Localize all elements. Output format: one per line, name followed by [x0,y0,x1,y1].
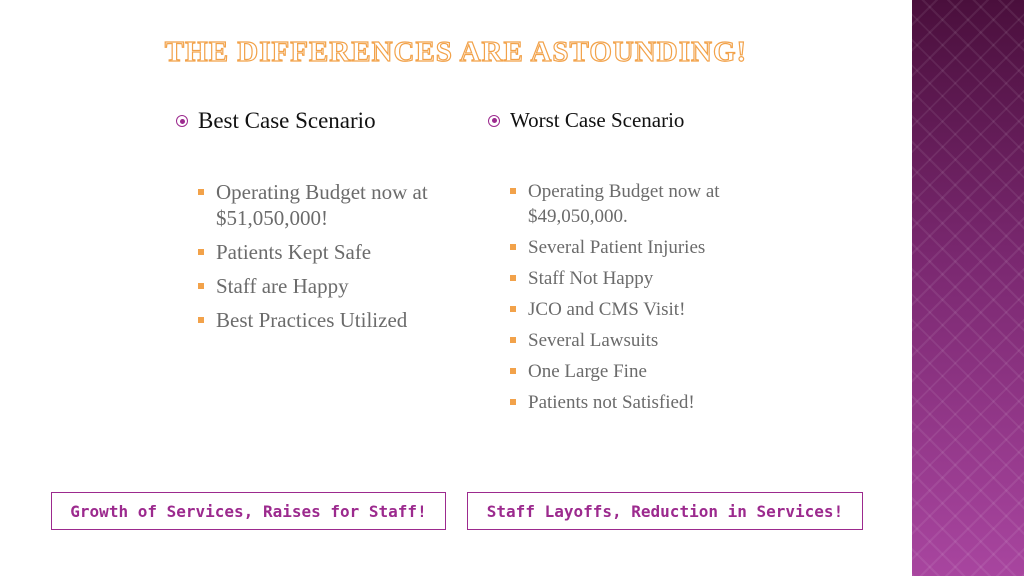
worst-case-column [488,108,788,421]
best-case-list [198,179,446,333]
square-bullet-icon [510,306,516,312]
list-item-text: Several Lawsuits [528,330,659,351]
square-bullet-icon [198,317,204,323]
circle-bullet-icon [488,115,500,127]
list-item-text: Patients Kept Safe [216,240,372,264]
list-item [510,328,788,353]
list-item-text: Best Practices Utilized [216,308,408,332]
list-item [510,359,788,384]
list-item-text: JCO and CMS Visit! [528,299,686,320]
slide-title: THE DIFFERENCES ARE ASTOUNDING! [164,36,748,68]
worst-case-heading-text: Worst Case Scenario [510,108,685,132]
list-item [510,235,788,260]
growth-summary-box: Growth of Services, Raises for Staff! [51,492,446,530]
list-item [510,390,788,415]
square-bullet-icon [510,275,516,281]
square-bullet-icon [510,337,516,343]
list-item-text: Several Patient Injuries [528,237,706,258]
list-item-text: Operating Budget now at $51,050,000! [216,180,428,230]
list-item [198,179,446,231]
list-item-text: Patients not Satisfied! [528,392,695,413]
square-bullet-icon [510,244,516,250]
decorative-side-panel [912,0,1024,576]
list-item-text: Staff Not Happy [528,268,654,289]
list-item-text: Operating Budget now at $49,050,000. [528,181,720,227]
square-bullet-icon [510,188,516,194]
circle-bullet-icon [176,115,188,127]
layoffs-summary-box: Staff Layoffs, Reduction in Services! [467,492,863,530]
list-item-text: Staff are Happy [216,274,349,298]
worst-case-heading [488,108,788,133]
list-item-text: One Large Fine [528,361,647,382]
list-item [198,307,446,333]
best-case-heading [176,108,446,134]
list-item [510,266,788,291]
list-item [510,179,788,229]
square-bullet-icon [198,283,204,289]
list-item [198,239,446,265]
square-bullet-icon [510,399,516,405]
list-item [510,297,788,322]
worst-case-list [510,179,788,415]
list-item [198,273,446,299]
best-case-heading-text: Best Case Scenario [198,108,376,133]
best-case-column [176,108,446,341]
square-bullet-icon [198,249,204,255]
square-bullet-icon [510,368,516,374]
square-bullet-icon [198,189,204,195]
